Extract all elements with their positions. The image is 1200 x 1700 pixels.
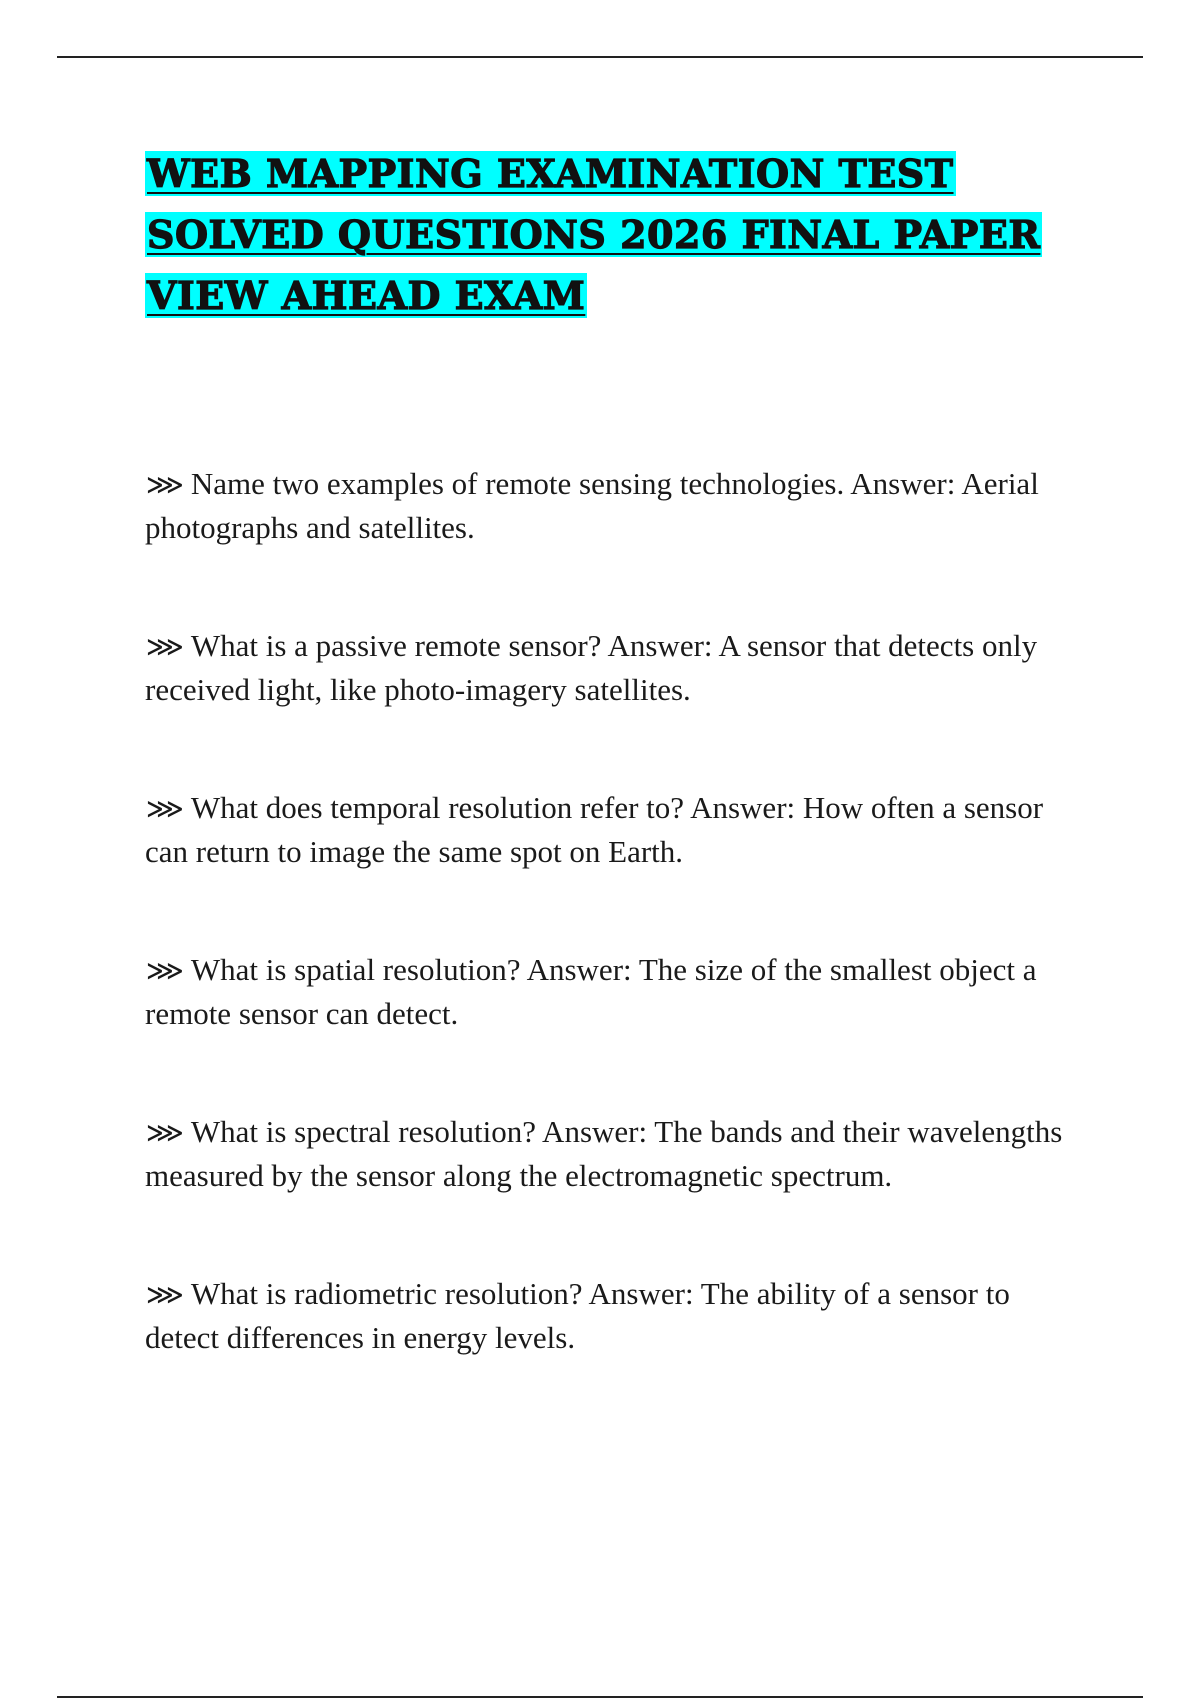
arrow-bullet-icon: ⋙ <box>145 792 184 825</box>
question-list <box>145 462 1065 1359</box>
question-text: What is spectral resolution? Answer: The bands and their wavelengths measured by the sensor along the electromagnetic spectrum. <box>145 1114 1063 1193</box>
arrow-bullet-icon: ⋙ <box>145 630 184 663</box>
question-item <box>145 786 1065 873</box>
arrow-bullet-icon: ⋙ <box>145 1278 184 1311</box>
question-text: What is radiometric resolution? Answer: The ability of a sensor to detect differences in energy levels. <box>145 1276 1010 1355</box>
question-text: What is a passive remote sensor? Answer: A sensor that detects only received light, like photo-imagery satellites. <box>145 628 1038 707</box>
question-item <box>145 1110 1065 1197</box>
footer-rule <box>57 1696 1143 1698</box>
document-title <box>145 143 1075 326</box>
arrow-bullet-icon: ⋙ <box>145 954 184 987</box>
document-title-text: WEB MAPPING EXAMINATION TEST SOLVED QUESTIONS 2026 FINAL PAPER VIEW AHEAD EXAM <box>147 151 1041 318</box>
question-item <box>145 462 1065 549</box>
arrow-bullet-icon: ⋙ <box>145 468 184 501</box>
question-item <box>145 624 1065 711</box>
question-item <box>145 948 1065 1035</box>
question-text: Name two examples of remote sensing technologies. Answer: Aerial photographs and satellites. <box>145 466 1039 545</box>
header-rule <box>57 56 1143 58</box>
question-text: What does temporal resolution refer to? Answer: How often a sensor can return to image the same spot on Earth. <box>145 790 1044 869</box>
arrow-bullet-icon: ⋙ <box>145 1116 184 1149</box>
question-text: What is spatial resolution? Answer: The size of the smallest object a remote sensor can detect. <box>145 952 1037 1031</box>
question-item <box>145 1272 1065 1359</box>
